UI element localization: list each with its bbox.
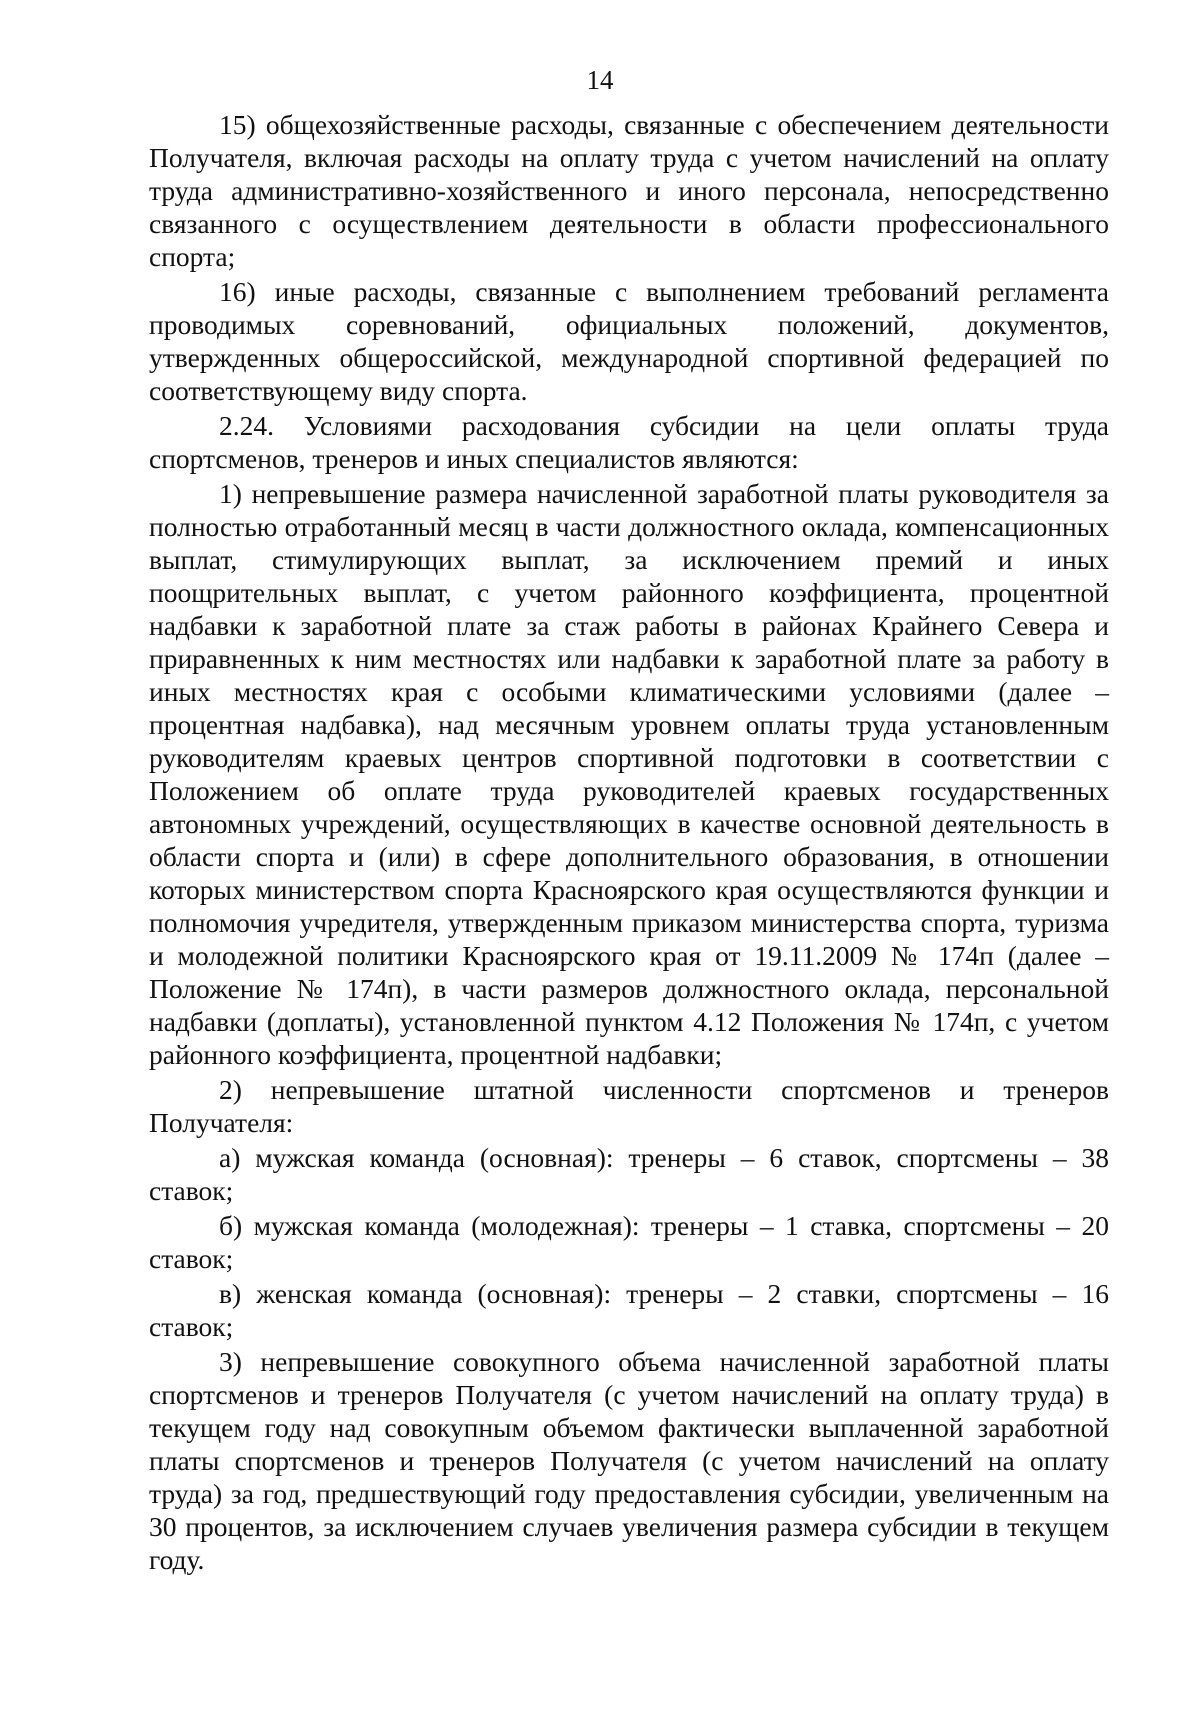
page-number: 14: [586, 65, 614, 95]
paragraph-condition-2: 2) непревышение штатной численности спортсменов и тренеров Получателя:: [149, 1074, 1109, 1138]
paragraph-item-15: 15) общехозяйственные расходы, связанные с обеспечением деятельности Получателя, включая расходы на оплату труда с учетом начислений на оплату труда административно-хозяйственного и иного персонала, непосредственно связанного с осуществлением деятельности в области профессионального спорта;: [149, 109, 1109, 272]
paragraph-clause-2-24: 2.24. Условиями расходования субсидии на цели оплаты труда спортсменов, тренеров и иных специалистов являются:: [149, 410, 1109, 474]
paragraph-team-women-main: в) женская команда (основная): тренеры – 2 ставки, спортсмены – 16 ставок;: [149, 1278, 1109, 1342]
paragraph-item-16: 16) иные расходы, связанные с выполнением требований регламента проводимых соревнований, официальных положений, документов, утвержденных общероссийской, международной спортивной федерацией по соответствующему виду спорта.: [149, 276, 1109, 406]
paragraph-condition-3: 3) непревышение совокупного объема начисленной заработной платы спортсменов и тренеров Получателя (с учетом начислений на оплату труда) в текущем году над совокупным объемом фактически выплаченной заработной платы спортсменов и тренеров Получателя (с учетом начислений на оплату труда) за год, предшествующий году предоставления субсидии, увеличенным на 30 процентов, за исключением случаев увеличения размера субсидии в текущем году.: [149, 1346, 1109, 1575]
paragraph-condition-1: 1) непревышение размера начисленной заработной платы руководителя за полностью отработанный месяц в части должностного оклада, компенсационных выплат, стимулирующих выплат, за исключением премий и иных поощрительных выплат, с учетом районного коэффициента, процентной надбавки к заработной плате за стаж работы в районах Крайнего Севера и приравненных к ним местностях или надбавки к заработной плате за работу в иных местностях края с особыми климатическими условиями (далее – процентная надбавка), над месячным уровнем оплаты труда установленным руководителям краевых центров спортивной подготовки в соответствии с Положением об оплате труда руководителей краевых государственных автономных учреждений, осуществляющих в качестве основной деятельность в области спорта и (или) в сфере дополнительного образования, в отношении которых министерством спорта Красноярского края осуществляются функции и полномочия учредителя, утвержденным приказом министерства спорта, туризма и молодежной политики Красноярского края от 19.11.2009 № 174п (далее – Положение № 174п), в части размеров должностного оклада, персональной надбавки (доплаты), установленной пунктом 4.12 Положения № 174п, с учетом районного коэффициента, процентной надбавки;: [149, 478, 1109, 1070]
paragraph-team-men-main: а) мужская команда (основная): тренеры – 6 ставок, спортсмены – 38 ставок;: [149, 1142, 1109, 1206]
document-body: [149, 108, 1109, 1578]
paragraph-team-men-youth: б) мужская команда (молодежная): тренеры – 1 ставка, спортсмены – 20 ставок;: [149, 1210, 1109, 1274]
